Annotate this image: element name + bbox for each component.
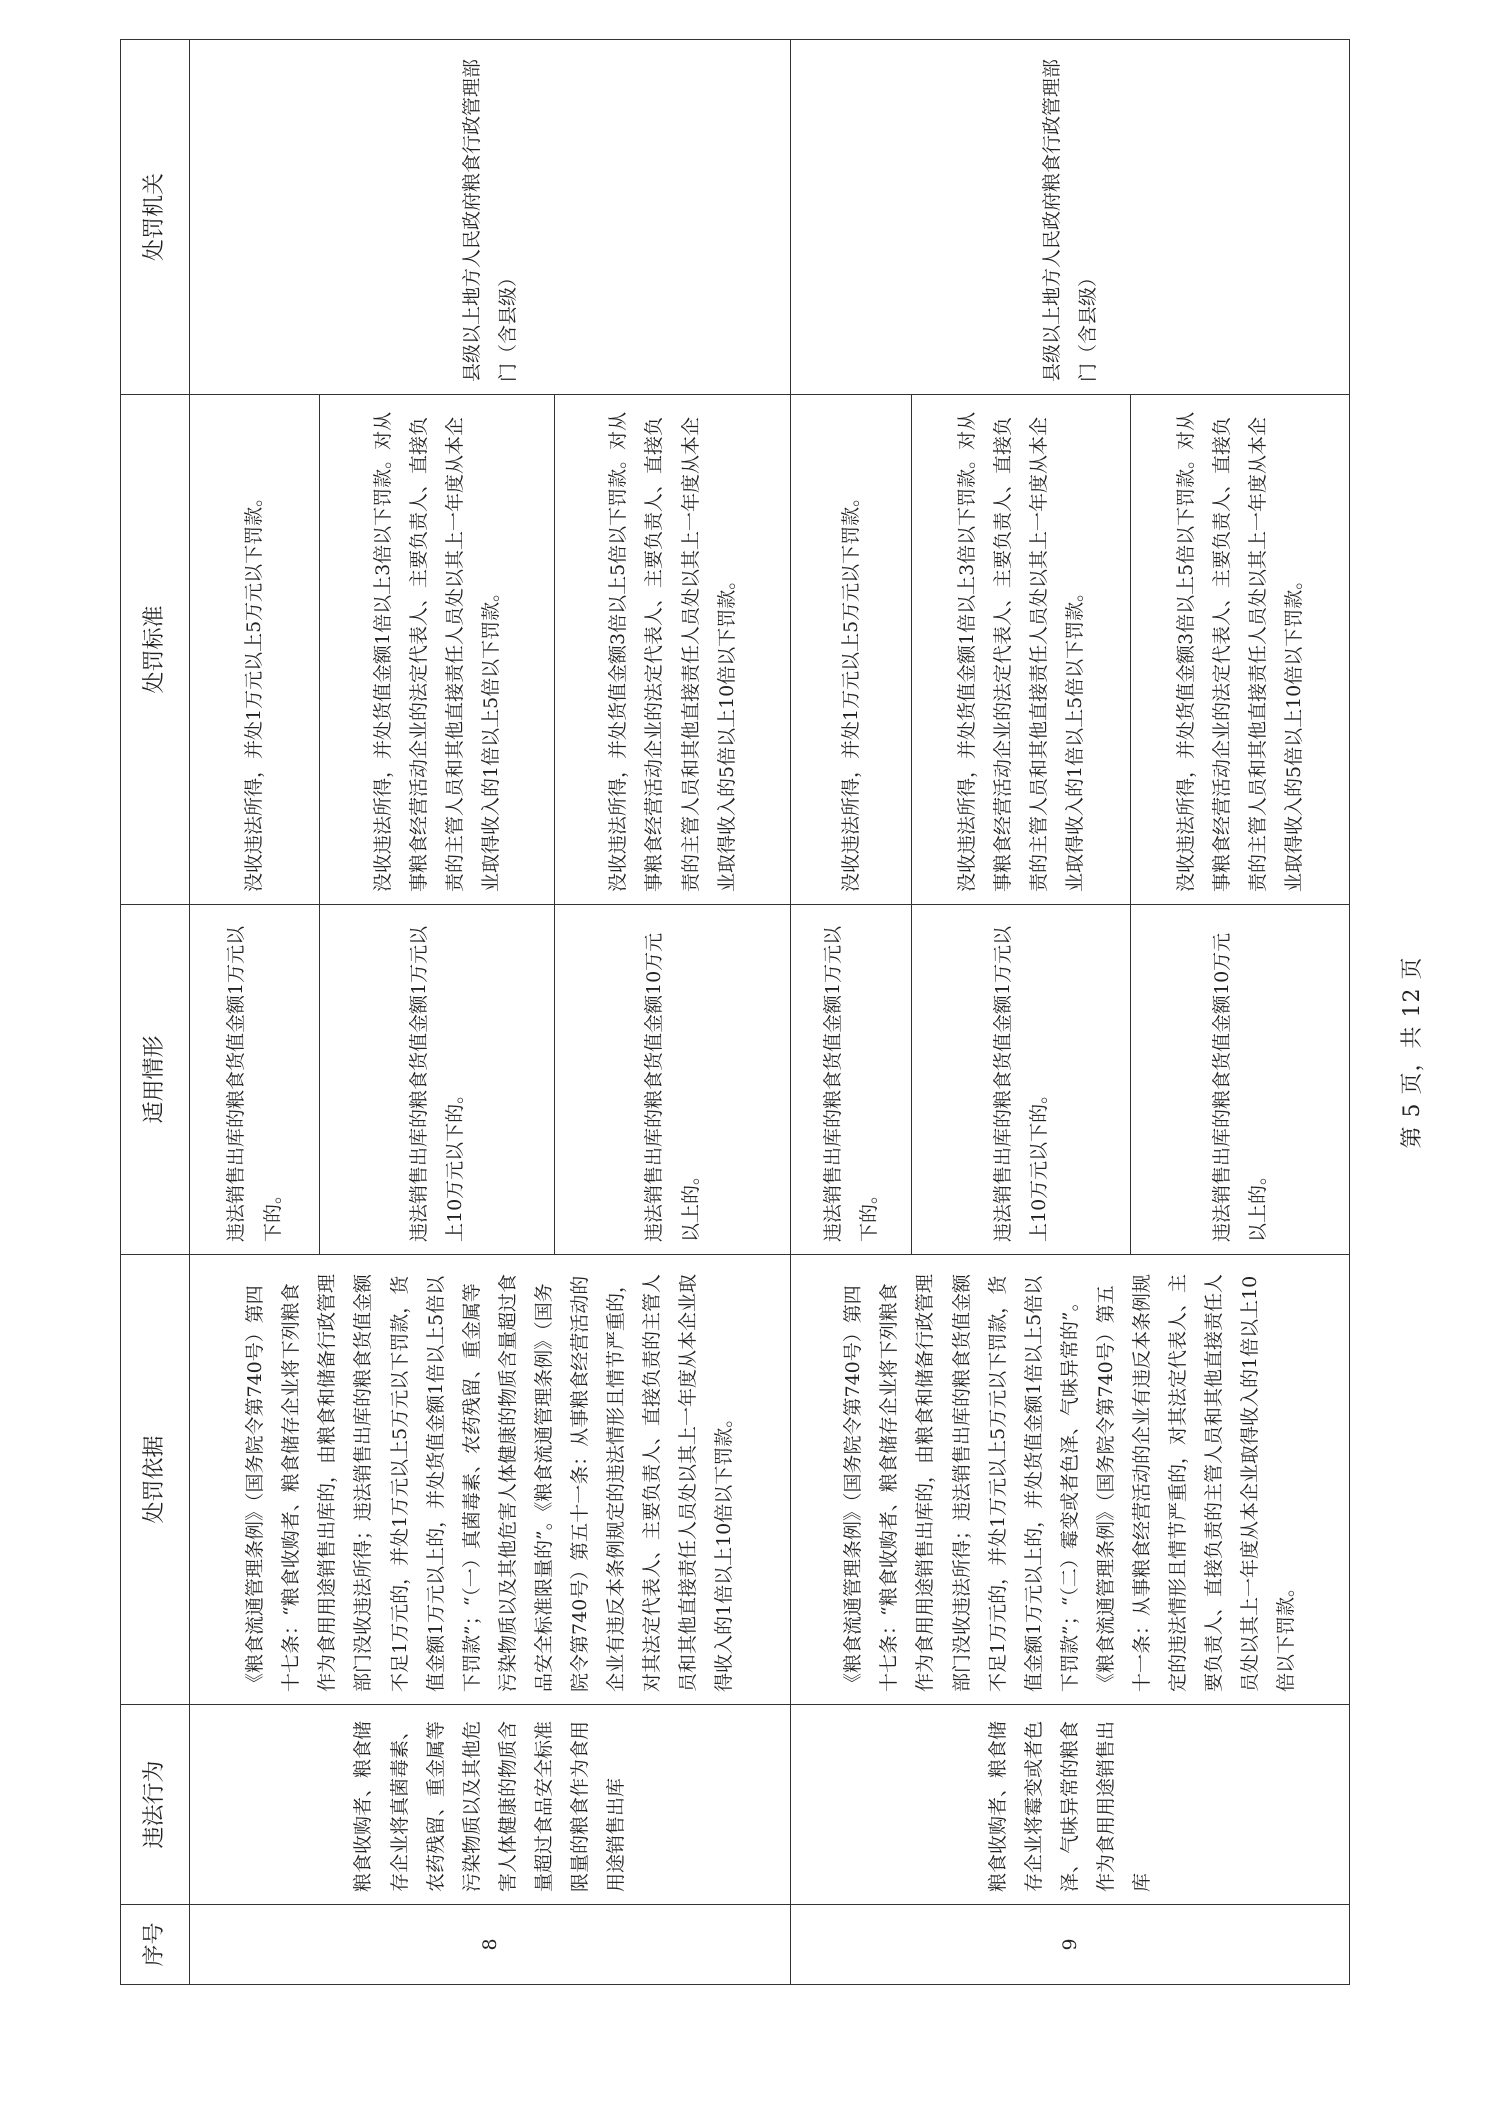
header-basis: 处罚依据: [121, 1255, 190, 1705]
row-index: 9: [790, 1905, 1349, 1985]
situation-cell: 违法销售出库的粮食货值金额1万元以下的。: [790, 905, 911, 1255]
standard-cell: 没收违法所得，并处货值金额3倍以上5倍以下罚款。对从事粮食经营活动企业的法定代表人、主要负责人、直接负责的主管人员和其他直接责任人员处以其上一年度从本企业取得收入的5倍以上10倍以下罚款。: [1130, 395, 1349, 905]
standard-cell: 没收违法所得，并处1万元以上5万元以下罚款。: [190, 395, 320, 905]
header-violation: 违法行为: [121, 1705, 190, 1905]
header-index: 序号: [121, 1905, 190, 1985]
table-row: [190, 40, 320, 1985]
situation-cell: 违法销售出库的粮食货值金额1万元以上10万元以下的。: [320, 905, 555, 1255]
header-standard: 处罚标准: [121, 395, 190, 905]
basis-cell: 《粮食流通管理条例》（国务院令第740号）第四十七条：“粮食收购者、粮食储存企业将下列粮食作为食用用途销售出库的，由粮食和储备行政管理部门没收违法所得；违法销售出库的粮食货值金额不足1万元的，并处1万元以上5万元以下罚款，货值金额1万元以上的，并处货值金额1倍以上5倍以下罚款”；“（二）霉变或者色泽、气味异常的”。《粮食流通管理条例》（国务院令第740号）第五十一条：从事粮食经营活动的企业有违反本条例规定的违法情形且情节严重的，对其法定代表人、主要负责人、直接负责的主管人员和其他直接责任人员处以其上一年度从本企业取得收入的1倍以上10倍以下罚款。: [790, 1255, 1349, 1705]
table-header-row: [121, 40, 190, 1985]
page-footer: 第 5 页，共 12 页: [1400, 956, 1425, 1149]
situation-cell: 违法销售出库的粮食货值金额1万元以上10万元以下的。: [911, 905, 1130, 1255]
basis-cell: 《粮食流通管理条例》（国务院令第740号）第四十七条：“粮食收购者、粮食储存企业将下列粮食作为食用用途销售出库的，由粮食和储备行政管理部门没收违法所得；违法销售出库的粮食货值金额不足1万元的，并处1万元以上5万元以下罚款，货值金额1万元以上的，并处货值金额1倍以上5倍以下罚款”；“（一）真菌毒素、农药残留、重金属等污染物质以及其他危害人体健康的物质含量超过食品安全标准限量的”。《粮食流通管理条例》（国务院令第740号）第五十一条：从事粮食经营活动的企业有违反本条例规定的违法情形且情节严重的，对其法定代表人、主要负责人、直接负责的主管人员和其他直接责任人员处以其上一年度从本企业取得收入的1倍以上10倍以下罚款。: [190, 1255, 791, 1705]
standard-cell: 没收违法所得，并处货值金额1倍以上3倍以下罚款。对从事粮食经营活动企业的法定代表人、主要负责人、直接负责的主管人员和其他直接责任人员处以其上一年度从本企业取得收入的1倍以上5倍以下罚款。: [911, 395, 1130, 905]
situation-cell: 违法销售出库的粮食货值金额1万元以下的。: [190, 905, 320, 1255]
situation-cell: 违法销售出库的粮食货值金额10万元以上的。: [1130, 905, 1349, 1255]
row-index: 8: [190, 1905, 791, 1985]
table-row: [790, 40, 911, 1985]
standard-cell: 没收违法所得，并处货值金额3倍以上5倍以下罚款。对从事粮食经营活动企业的法定代表人、主要负责人、直接负责的主管人员和其他直接责任人员处以其上一年度从本企业取得收入的5倍以上10倍以下罚款。: [555, 395, 790, 905]
situation-cell: 违法销售出库的粮食货值金额10万元以上的。: [555, 905, 790, 1255]
violation-cell: 粮食收购者、粮食储存企业将真菌毒素、农药残留、重金属等污染物质以及其他危害人体健康的物质含量超过食品安全标准限量的粮食作为食用用途销售出库: [190, 1705, 791, 1905]
standard-cell: 没收违法所得，并处货值金额1倍以上3倍以下罚款。对从事粮食经营活动企业的法定代表人、主要负责人、直接负责的主管人员和其他直接责任人员处以其上一年度从本企业取得收入的1倍以上5倍以下罚款。: [320, 395, 555, 905]
authority-cell: 县级以上地方人民政府粮食行政管理部门（含县级）: [190, 40, 791, 395]
header-authority: 处罚机关: [121, 40, 190, 395]
violation-cell: 粮食收购者、粮食储存企业将霉变或者色泽、气味异常的粮食作为食用用途销售出库: [790, 1705, 1349, 1905]
header-situation: 适用情形: [121, 905, 190, 1255]
authority-cell: 县级以上地方人民政府粮食行政管理部门（含县级）: [790, 40, 1349, 395]
standard-cell: 没收违法所得，并处1万元以上5万元以下罚款。: [790, 395, 911, 905]
penalty-table: [120, 39, 1350, 1985]
